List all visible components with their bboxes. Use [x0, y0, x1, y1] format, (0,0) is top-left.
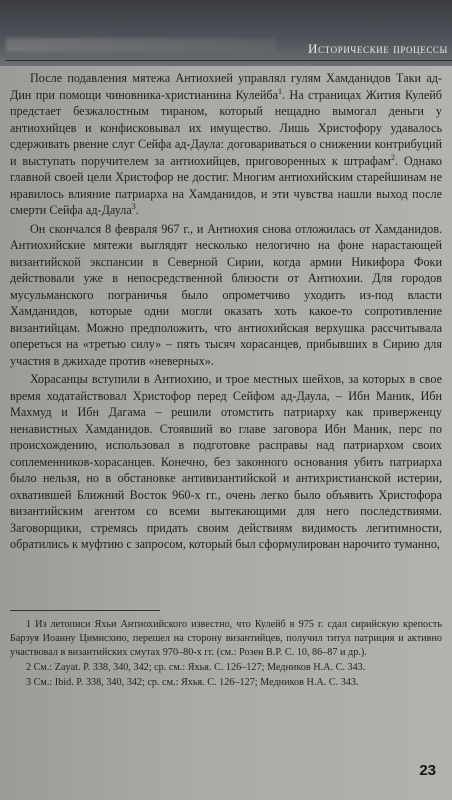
- paragraph-2: Он скончался 8 февраля 967 г., и Антиохия снова отложилась от Хамданидов. Антиохийские мятежи выглядят несколько нелогично на фоне нарастающей византийской экспансии в Северной Сирии, когда армии Никифора Фоки действовали уже в непосредственной близости от Антиохии. Для городов мусульманского пограничья было опрометчиво уходить из-под власти Хамданидов, которые одни могли оказать хоть какое-то сопротивление византийцам. Можно предположить, что антиохийская верхушка рассчитывала опереться на «третью силу» – пять тысяч хорасанцев, прибывших в Сирию для участия в джихаде против «неверных».: [10, 221, 442, 368]
- paragraph-3: Хорасанцы вступили в Антиохию, и трое местных шейхов, за которых в свое время ходатайствовал Христофор перед Сейфом ад-Даула, – Ибн Маник, Ибн Махмуд и Ибн Дагама – решили отомстить патриарху как приверженцу ненавистных Хамданидов. Стоявший во главе заговора Ибн Маник, перс по происхождению, использовал в подготовке расправы над патриархом своих соплеменников-хорасанцев. Конечно, без законного основания убить патриарха было нельзя, но в обстановке антивизантийской и антихристианской истерии, охватившей Ближний Восток 960-х гг., очень легко было объявить Христофора византийским агентом со всеми вытекающими для него последствиями. Заговорщики, стремясь придать своим действиям видимость легитимности, обратились к муфтию с запросом, который был сформулирован нарочито туманно,: [10, 372, 442, 551]
- footnote-ref-2: 2: [390, 152, 395, 162]
- page-number: 23: [419, 762, 436, 779]
- footnote-2: 2 См.: Zayat. P. 338, 340, 342; ср. см.: Яхья. С. 126–127; Медников Н.А. С. 343.: [26, 662, 366, 673]
- blurred-header-text: [6, 38, 276, 52]
- footnote-ref-3: 3: [131, 201, 136, 211]
- header-rule: [6, 60, 452, 61]
- footnote-ref-1: 1: [278, 86, 282, 96]
- footnotes: [10, 618, 442, 691]
- footnote-1: 1 Из летописи Яхьи Антиохийского известно, что Кулейб в 975 г. сдал сирийскую крепость Барзуя Иоанну Цимисхию, перешел на сторону византийцев, получил титул патриция и активно участвовал в византийских смутах 970–80-х гг. (см.: Розен В.Р. С. 10, 86–87 и др.).: [10, 619, 442, 658]
- main-text: [10, 70, 442, 553]
- footnote-rule: [10, 610, 160, 611]
- running-head: Исторические процессы: [308, 41, 448, 56]
- paragraph-1: После подавления мятежа Антиохией управлял гулям Хамданидов Таки ад-Дин при помощи чиновника-христианина Кулейба$^1$. На страницах Жития Кулейб предстает безжалостным тираном, который нещадно вымогал деньги у антиохийцев и конфисковывал их имущество. Лишь Христофору удавалось сдерживать рвение слуг Сейфа ад-Даула: договариваться о снижении контрибуций и выступать поручителем за антиохийцев, приговоренных к штрафам$^2$. Однако главной своей цели Христофор не достиг. Многим антиохийским старейшинам не нравилось влияние патриарха на Хамданидов, и эти чувства нашли выход после смерти Сейфа ад-Даула$^3$.: [10, 71, 443, 217]
- footnote-3: 3 См.: Ibid. P. 338, 340, 342; ср. см.: Яхья. С. 126–127; Медников Н.А. С. 343.: [26, 677, 359, 688]
